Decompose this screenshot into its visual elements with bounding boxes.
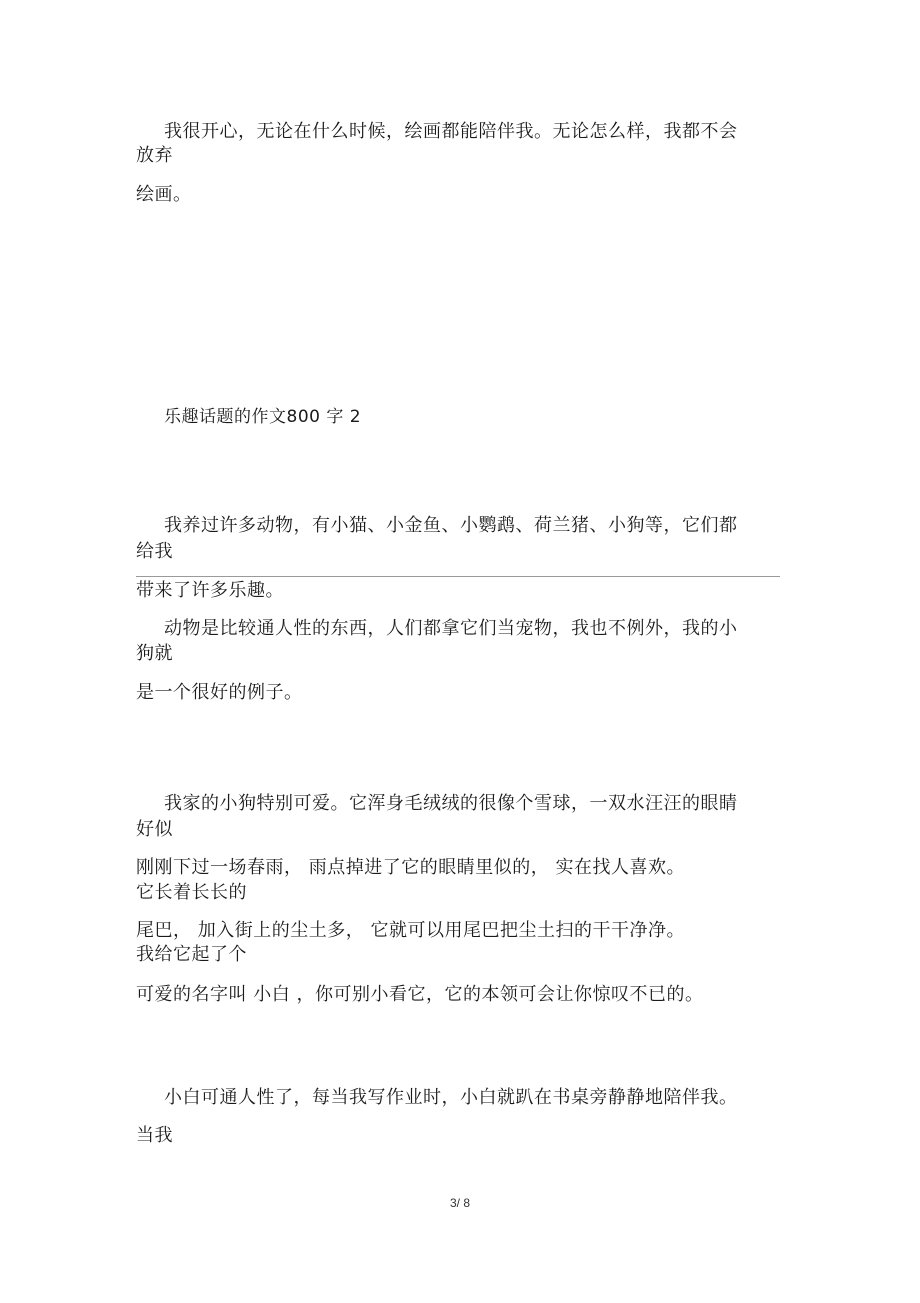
paragraph-line: 我养过许多动物，有小猫、小金鱼、小鹦鹉、荷兰猪、小狗等，它们都 [164, 515, 738, 536]
page-number: 3/ 8 [449, 1196, 470, 1210]
paragraph-line: 尾巴， 加入街上的尘土多， 它就可以用尾巴把尘土扫的干干净净。 [136, 920, 685, 941]
paragraph-line: 我家的小狗特别可爱。它浑身毛绒绒的很像个雪球，一双水汪汪的眼睛 [164, 793, 738, 814]
paragraph-line: 刚刚下过一场春雨， 雨点掉进了它的眼睛里似的， 实在找人喜欢。 [136, 857, 685, 878]
horizontal-divider [136, 576, 780, 577]
paragraph-line: 是一个很好的例子。 [136, 682, 303, 703]
paragraph-line: 小白可通人性了，每当我写作业时，小白就趴在书桌旁静静地陪伴我。 [164, 1087, 738, 1108]
paragraph-line: 好似 [136, 819, 173, 840]
section-heading: 乐趣话题的作文800 字 2 [164, 407, 362, 427]
paragraph-line: 动物是比较通人性的东西，人们都拿它们当宠物，我也不例外，我的小 [164, 618, 738, 639]
paragraph-line: 我给它起了个 [136, 944, 247, 965]
paragraph-line: 狗就 [136, 643, 173, 664]
paragraph-line: 我很开心，无论在什么时候，绘画都能陪伴我。无论怎么样，我都不会 [164, 121, 738, 142]
paragraph-line: 它长着长长的 [136, 882, 247, 903]
paragraph-line: 给我 [136, 541, 173, 562]
paragraph-line: 可爱的名字叫 小白 ，你可别小看它，它的本领可会让你惊叹不已的。 [136, 984, 704, 1005]
paragraph-line: 带来了许多乐趣。 [136, 580, 284, 601]
paragraph-line: 放弃 [136, 145, 173, 166]
paragraph-line: 当我 [136, 1125, 173, 1146]
paragraph-line: 绘画。 [136, 184, 192, 205]
